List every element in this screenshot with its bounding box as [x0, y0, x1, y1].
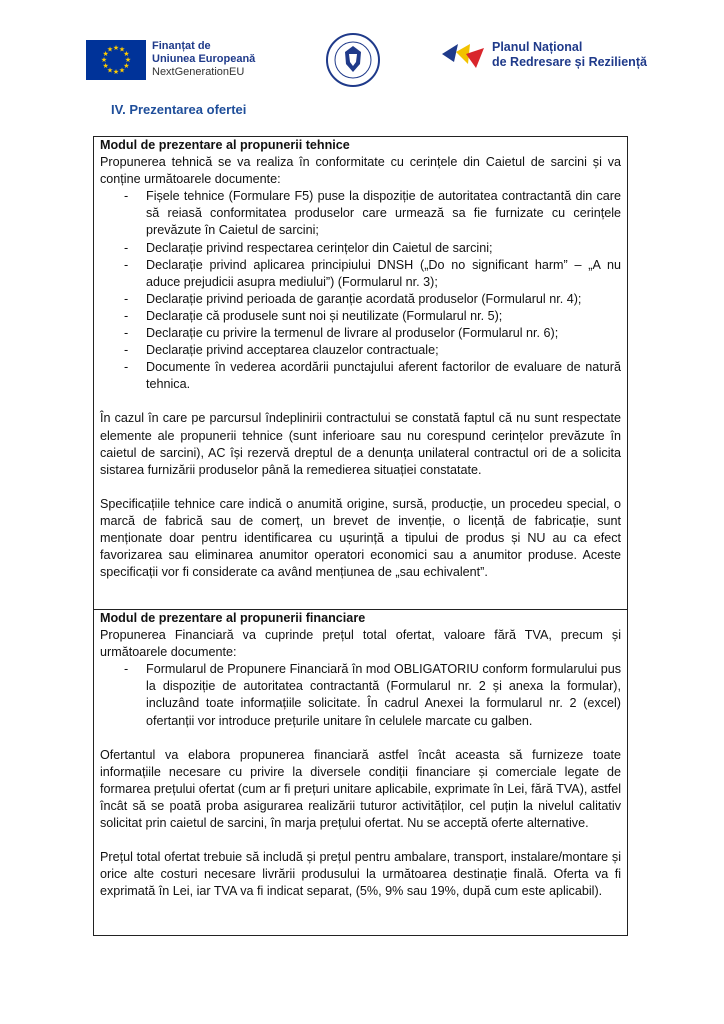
svg-text:★: ★	[112, 44, 120, 52]
eu-line-2: Uniunea Europeană	[152, 53, 256, 65]
financial-paragraph-3: Prețul total ofertat trebuie să includă și prețul pentru ambalare, transport, instalare/montare și orice alte costuri necesare livrării produsului la următoarea destinație finală. Oferta va fi exprimată în Lei, iar TVA va fi indicat separat, (5%, 9% sau 19%, după cum este aplicabil).	[100, 850, 621, 899]
eu-flag-logo	[86, 40, 146, 80]
government-seal-logo	[325, 32, 381, 88]
list-item: - Formularul de Propunere Financiară în mod OBLIGATORIU conform formularului pus la dispoziție de autoritatea contractantă (Formularul nr. 2 și anexa la formular), incluzând toate informațiile solicitate. În cadrul Anexei la formularul nr. 2 (excel) ofertanții vor introduce prețurile unitare în celulele marcate cu galben.	[124, 661, 621, 729]
svg-text:★: ★	[102, 62, 109, 70]
svg-text:★: ★	[123, 62, 130, 70]
list-item: - Documente în vederea acordării punctajului aferent factorilor de evaluare de natură tehnica.	[124, 359, 621, 393]
eu-line-1: Finanțat de	[152, 40, 211, 52]
financial-paragraph-2: Ofertantul va elabora propunerea financiară astfel încât aceasta să furnizeze toate informațiile necesare cu privire la diversele condiții financiare și comerciale legate de formarea prețului ofertat (cum ar fi prețuri unitare aplicabile, exprimate în Lei, fără TVA), astfel încât să se poată proba asigurarea realizării tuturor activităților, cel puțin la nivelul calitativ solicitat prin caietul de sarcini, în marja prețului ofertat. Nu se acceptă oferte alternative.	[100, 747, 622, 831]
pnrr-title	[492, 40, 647, 70]
svg-text:★: ★	[106, 45, 114, 54]
pnrr-line-2: de Redresare și Reziliență	[492, 55, 647, 69]
financial-intro: Propunerea Financiară va cuprinde prețul total ofertat, valoare fără TVA, precum și următoarele documente:	[100, 628, 621, 660]
eu-line-3: NextGenerationEU	[152, 66, 245, 78]
section-title: IV. Prezentarea ofertei	[111, 102, 247, 117]
technical-documents-list	[100, 188, 621, 393]
svg-text:★: ★	[102, 50, 109, 58]
technical-intro: Propunerea tehnică se va realiza în conformitate cu cerințele din Caietul de sarcini și va conține următoarele documente:	[100, 155, 621, 187]
list-item: - Declarație privind perioada de garanție acordată produselor (Formularul nr. 4);	[124, 291, 621, 308]
svg-text:★: ★	[124, 56, 132, 64]
list-item: - Fișele tehnice (Formulare F5) puse la dispoziție de autoritatea contractantă din care să reiasă conformitatea produselor care urmează sa fie furnizate cu cerințele prevăzute în Caietul de sarcini;	[124, 188, 621, 239]
list-item: - Declarație privind respectarea cerințelor din Caietul de sarcini;	[124, 240, 621, 257]
list-item: - Declarație privind aplicarea principiului DNSH („Do no significant harm” – „A nu aduce prejudicii asupra mediului”) (Formularul nr. 3);	[124, 257, 621, 291]
page-header	[0, 30, 724, 92]
list-item: - Declarație privind acceptarea clauzelor contractuale;	[124, 342, 621, 359]
list-item: - Declarație cu privire la termenul de livrare al produselor (Formularul nr. 6);	[124, 325, 621, 342]
technical-proposal-cell	[93, 136, 628, 610]
svg-text:★: ★	[100, 56, 108, 64]
svg-text:★: ★	[118, 66, 126, 75]
list-item: - Declarație că produsele sunt noi și neutilizate (Formularul nr. 5);	[124, 308, 621, 325]
technical-paragraph-3: Specificațiile tehnice care indică o anumită origine, sursă, producție, un procedeu special, o marcă de fabrică sau de comerț, un brevet de invenție, o licență de fabricație, sunt menționate doar pentru identificarea cu ușurință a tipului de produs și NU au ca efect favorizarea sau eliminarea anumitor operatori economici sau a anumitor produse. Aceste specificații vor fi considerate ca având mențiunea de „sau echivalent”.	[100, 496, 621, 580]
financial-proposal-cell	[93, 610, 628, 936]
svg-text:★: ★	[123, 50, 130, 58]
svg-text:★: ★	[106, 66, 114, 75]
svg-text:★: ★	[118, 45, 126, 54]
pnrr-line-1: Planul Național	[492, 40, 583, 54]
technical-title: Modul de prezentare al propunerii tehnice	[100, 138, 350, 152]
eu-funding-text	[152, 40, 255, 79]
financial-title: Modul de prezentare al propunerii financiare	[100, 611, 366, 625]
technical-paragraph-2: În cazul în care pe parcursul îndeplinirii contractului se constată faptul că nu sunt respectate elemente ale propunerii tehnice (sunt inferioare sau nu corespund cerințelor prevăzute în caietul de sarcini), AC își rezervă dreptul de a denunța unilateral contractul ori de a solicita sistarea furnizării produselor până la remedierea situației constatate.	[100, 411, 621, 477]
financial-documents-list	[100, 661, 621, 729]
svg-text:★: ★	[112, 68, 120, 76]
